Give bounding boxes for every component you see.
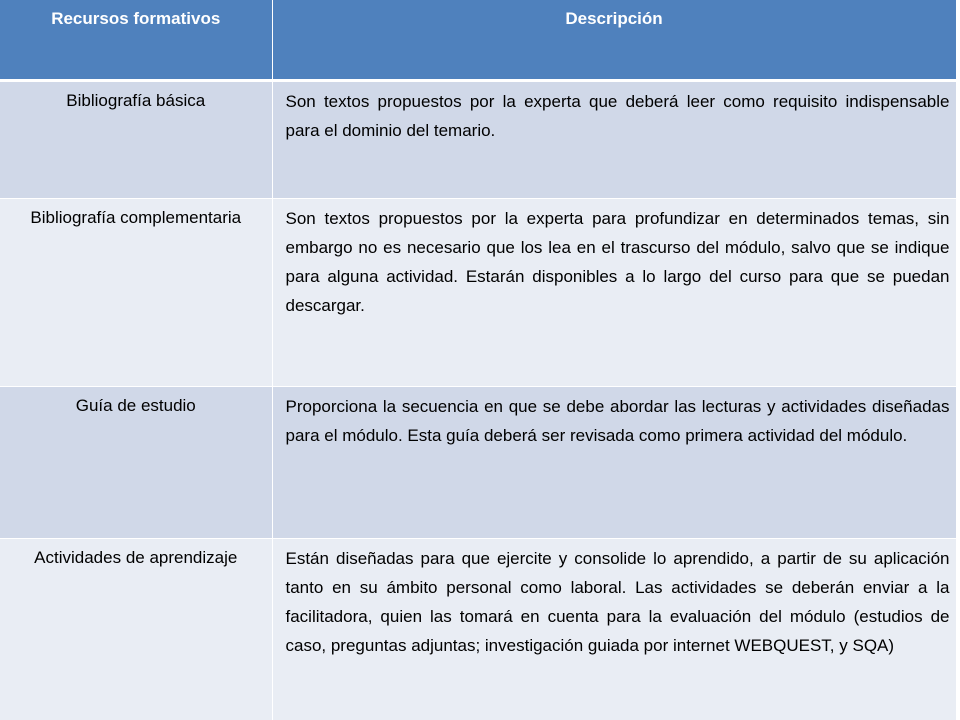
resource-name: Guía de estudio: [0, 387, 272, 539]
table-row: [0, 81, 956, 199]
resource-description: Son textos propuestos por la experta que deberá leer como requisito indispensable para el dominio del temario.: [272, 81, 956, 199]
table-header-row: [0, 0, 956, 81]
resource-name: Actividades de aprendizaje: [0, 539, 272, 720]
table-row: [0, 539, 956, 720]
header-description: Descripción: [272, 0, 956, 81]
table-row: [0, 199, 956, 387]
resource-name: Bibliografía básica: [0, 81, 272, 199]
resource-name: Bibliografía complementaria: [0, 199, 272, 387]
resource-description: Son textos propuestos por la experta para profundizar en determinados temas, sin embargo no es necesario que los lea en el trascurso del módulo, salvo que se indique para alguna actividad. Estarán disponibles a lo largo del curso para que se puedan descargar.: [272, 199, 956, 387]
table-row: [0, 387, 956, 539]
header-resources: Recursos formativos: [0, 0, 272, 81]
resource-description: Están diseñadas para que ejercite y consolide lo aprendido, a partir de su aplicación tanto en su ámbito personal como laboral. Las actividades se deberán enviar a la facilitadora, quien las tomará en cuenta para la evaluación del módulo (estudios de caso, preguntas adjuntas; investigación guiada por internet WEBQUEST, y SQA): [272, 539, 956, 720]
resource-description: Proporciona la secuencia en que se debe abordar las lecturas y actividades diseñadas para el módulo. Esta guía deberá ser revisada como primera actividad del módulo.: [272, 387, 956, 539]
